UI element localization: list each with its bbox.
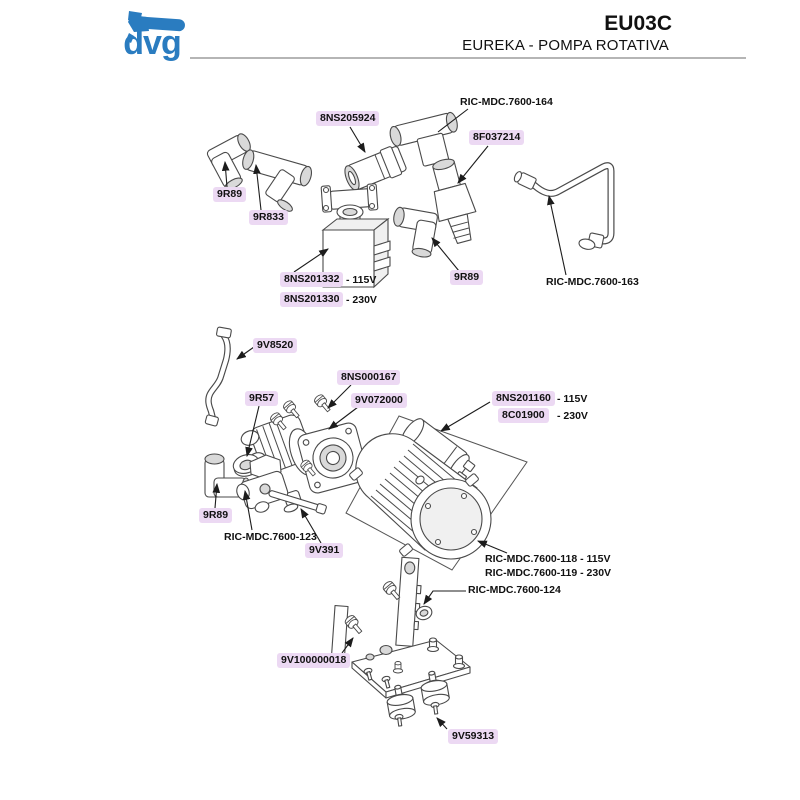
- part-label-9r89-bottom[interactable]: 9R89: [199, 508, 232, 523]
- part-label-8ns205924[interactable]: 8NS205924: [316, 111, 379, 126]
- dvg-logo-text: dvg: [123, 24, 181, 62]
- part-label-ric-mdc-7600-118-115v: RIC-MDC.7600-118 - 115V: [485, 553, 611, 565]
- voltage-suffix-230v-2: - 230V: [557, 410, 588, 422]
- part-label-ric-mdc-7600-164: RIC-MDC.7600-164: [460, 96, 553, 108]
- part-label-ric-mdc-7600-119-230v: RIC-MDC.7600-119 - 230V: [485, 567, 612, 579]
- voltage-suffix-115v-2: - 115V: [557, 393, 588, 405]
- part-label-8ns201160[interactable]: 8NS201160: [492, 391, 555, 406]
- part-label-8c01900[interactable]: 8C01900: [498, 408, 549, 423]
- part-label-ric-mdc-7600-123: RIC-MDC.7600-123: [224, 531, 317, 543]
- pipe-9v8520: [205, 327, 232, 427]
- part-label-9r89-top[interactable]: 9R89: [213, 187, 246, 202]
- part-label-9r833[interactable]: 9R833: [249, 210, 288, 225]
- part-label-9r57[interactable]: 9R57: [245, 391, 278, 406]
- header-rule: [190, 57, 746, 59]
- voltage-suffix-115v-1: - 115V: [346, 274, 377, 286]
- part-label-ric-mdc-7600-163: RIC-MDC.7600-163: [546, 276, 639, 288]
- pipe-ric163: [513, 166, 611, 253]
- part-label-9v8520[interactable]: 9V8520: [253, 338, 297, 353]
- elbow-fitting-9r89-mid: [388, 207, 438, 259]
- part-label-8f037214[interactable]: 8F037214: [469, 130, 524, 145]
- part-label-9v100000018[interactable]: 9V100000018: [277, 653, 350, 668]
- part-label-9v59313[interactable]: 9V59313: [448, 729, 498, 744]
- part-label-9r89-mid[interactable]: 9R89: [450, 270, 483, 285]
- tee-fitting-9r833: [232, 149, 313, 217]
- motor-ric118: [349, 434, 491, 559]
- part-label-9v072000[interactable]: 9V072000: [351, 393, 407, 408]
- part-label-8ns000167[interactable]: 8NS000167: [337, 370, 400, 385]
- part-label-8ns201330[interactable]: 8NS201330: [280, 292, 343, 307]
- part-label-8ns201332[interactable]: 8NS201332: [280, 272, 343, 287]
- voltage-suffix-230v-1: - 230V: [346, 294, 377, 306]
- part-label-9v391[interactable]: 9V391: [305, 543, 343, 558]
- page-subtitle: EUREKA - POMPA ROTATIVA: [462, 37, 669, 54]
- part-label-ric-mdc-7600-124: RIC-MDC.7600-124: [468, 584, 561, 596]
- page-title-model-code: EU03C: [604, 12, 672, 35]
